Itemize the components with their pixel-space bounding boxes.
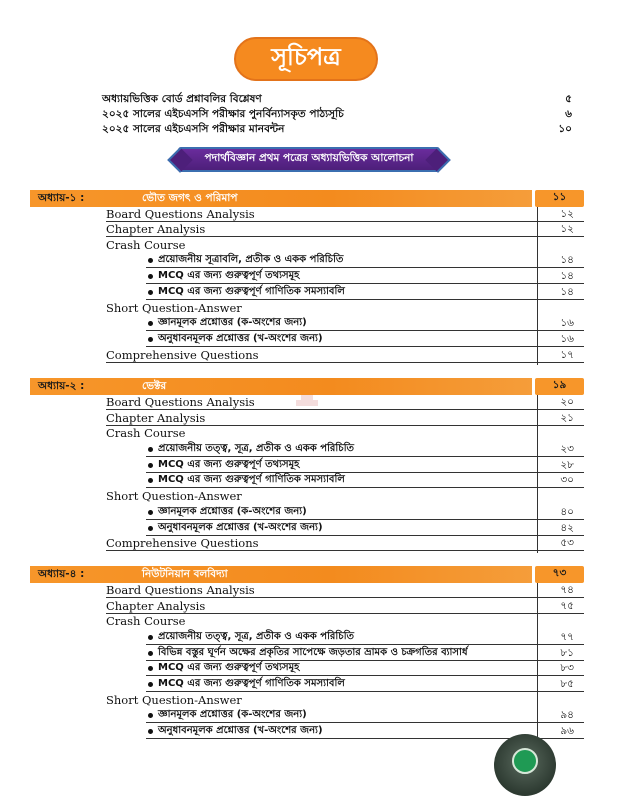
intro-item[interactable] [102, 122, 572, 139]
bullet-icon [148, 463, 153, 468]
toc-sub-row[interactable] [146, 458, 584, 473]
bullet-icon [148, 526, 153, 531]
toc-row-label: Short Question-Answer [106, 693, 242, 707]
toc-row[interactable] [106, 348, 584, 363]
toc-sub-row[interactable] [146, 646, 584, 661]
toc-sub-row[interactable] [146, 316, 584, 331]
toc-row-label: MCQ এর জন্য গুরুত্বপূর্ণ তথ্যসমূহ [158, 459, 300, 470]
chapter-page: ৭৩ [535, 566, 584, 583]
page-number: ১৭ [560, 349, 574, 361]
toc-row-label: অনুধাবনমূলক প্রশ্নোত্তর (খ-অংশের জন্য) [158, 333, 323, 344]
toc-section-label [106, 238, 584, 253]
bullet-icon [148, 274, 153, 279]
toc-row-label: MCQ এর জন্য গুরুত্বপূর্ণ গাণিতিক সমস্যাবলি [158, 678, 345, 689]
toc-row-label: প্রয়োজনীয় তত্ত্ব, সূত্র, প্রতীক ও একক পরিচিতি [158, 443, 355, 454]
chapter-page: ১১ [535, 190, 584, 207]
chapter-number: অধ্যায়-৪ : [38, 568, 85, 580]
toc-sub-row[interactable] [146, 332, 584, 347]
page-number: ২০ [560, 396, 574, 408]
toc-row-label: Short Question-Answer [106, 301, 242, 315]
toc-row[interactable] [106, 395, 584, 410]
bullet-icon [148, 337, 153, 342]
toc-row[interactable] [106, 536, 584, 551]
page-number: ৯৬ [560, 725, 574, 737]
bullet-icon [148, 635, 153, 640]
toc-row-label: Crash Course [106, 614, 186, 628]
bullet-icon [148, 478, 153, 483]
toc-row-label: Crash Course [106, 426, 186, 440]
toc-row-label: Crash Course [106, 238, 186, 252]
page-number: ১২ [560, 223, 574, 235]
bullet-icon [148, 666, 153, 671]
page-number: ২৩ [560, 443, 574, 455]
chapter-name: ভৌত জগৎ ও পরিমাপ [142, 192, 238, 204]
toc-row-label: Board Questions Analysis [106, 207, 255, 221]
intro-item-label: ২০২৫ সালের এইচএসসি পরীক্ষার মানবন্টন [102, 123, 285, 135]
toc-row-label: Chapter Analysis [106, 599, 206, 613]
intro-item-label: অধ্যায়ভিত্তিক বোর্ড প্রশ্নাবলির বিশ্লেষণ [102, 93, 262, 105]
chapter-bar [30, 378, 532, 395]
page-number: ১৬ [560, 333, 574, 345]
chapter-bar [30, 190, 532, 207]
page-number: ৯৪ [560, 709, 574, 721]
toc-row-label: MCQ এর জন্য গুরুত্বপূর্ণ তথ্যসমূহ [158, 270, 300, 281]
chapter-name: ভেক্টর [142, 380, 167, 392]
page-number: ৮৩ [560, 662, 574, 674]
toc-row-label: বিভিন্ন বস্তুর ঘূর্ণন অক্ষের প্রকৃতির সাপেক্ষে জড়তার ভ্রামক ও চক্রগতির ব্যাসার্ধ [158, 647, 468, 658]
bullet-icon [148, 258, 153, 263]
page-number: ৩০ [560, 474, 574, 486]
toc-sub-row[interactable] [146, 630, 584, 645]
toc-sub-row[interactable] [146, 521, 584, 536]
toc-sub-row[interactable] [146, 269, 584, 284]
page-number: ১২ [560, 208, 574, 220]
toc-row[interactable] [106, 207, 584, 222]
toc-row-label: অনুধাবনমূলক প্রশ্নোত্তর (খ-অংশের জন্য) [158, 522, 323, 533]
toc-sub-row[interactable] [146, 505, 584, 520]
toc-row-label: জ্ঞানমূলক প্রশ্নোত্তর (ক-অংশের জন্য) [158, 709, 307, 720]
toc-row-label: প্রয়োজনীয় তত্ত্ব, সূত্র, প্রতীক ও একক পরিচিতি [158, 631, 355, 642]
toc-section-label [106, 489, 584, 504]
toc-row-label: অনুধাবনমূলক প্রশ্নোত্তর (খ-অংশের জন্য) [158, 725, 323, 736]
toc-sub-row[interactable] [146, 285, 584, 300]
page-title: সূচিপত্র [234, 37, 378, 81]
toc-row-label: Comprehensive Questions [106, 348, 259, 362]
page-number: ২১ [560, 412, 574, 424]
toc-row-label: MCQ এর জন্য গুরুত্বপূর্ণ তথ্যসমূহ [158, 662, 300, 673]
bullet-icon [148, 447, 153, 452]
page-number: ৭৫ [560, 600, 574, 612]
toc-row[interactable] [106, 411, 584, 426]
toc-section-label [106, 614, 584, 629]
chapter-header[interactable] [30, 566, 584, 583]
section-banner-label: পদার্থবিজ্ঞান প্রথম পত্রের অধ্যায়ভিত্তিক আলোচনা [204, 152, 414, 164]
chapter-number: অধ্যায়-২ : [38, 380, 85, 392]
chapter-number: অধ্যায়-১ : [38, 192, 85, 204]
page-number: ৪২ [560, 522, 574, 534]
bullet-icon [148, 290, 153, 295]
page-number: ১৪ [560, 270, 574, 282]
page-number: ৭৭ [560, 631, 574, 643]
toc-row[interactable] [106, 583, 584, 598]
toc-row-label: Chapter Analysis [106, 411, 206, 425]
toc-section-label [106, 693, 584, 708]
chapter-name: নিউটনিয়ান বলবিদ্যা [142, 568, 228, 580]
chapter-header[interactable] [30, 190, 584, 207]
toc-row-label: Board Questions Analysis [106, 395, 255, 409]
page-number: ৫৩ [560, 537, 574, 549]
logo-emblem-icon [512, 748, 538, 774]
page-number: ৫ [565, 93, 572, 105]
toc-row-label: প্রয়োজনীয় সূত্রাবলি, প্রতীক ও একক পরিচিতি [158, 254, 344, 265]
toc-row-label: Chapter Analysis [106, 222, 206, 236]
toc-row-label: MCQ এর জন্য গুরুত্বপূর্ণ গাণিতিক সমস্যাবলি [158, 474, 345, 485]
toc-row-label: Board Questions Analysis [106, 583, 255, 597]
toc-sub-row[interactable] [146, 442, 584, 457]
bullet-icon [148, 321, 153, 326]
toc-sub-row[interactable] [146, 661, 584, 676]
toc-sub-row[interactable] [146, 473, 584, 488]
page-number: ১৪ [560, 254, 574, 266]
toc-section-label [106, 426, 584, 441]
page-number: ৮৫ [560, 678, 574, 690]
bullet-icon [148, 713, 153, 718]
intro-item-label: ২০২৫ সালের এইচএসসি পরীক্ষার পুনর্বিন্যাসকৃত পাঠ্যসূচি [102, 108, 344, 120]
bullet-icon [148, 651, 153, 656]
chapter-bar [30, 566, 532, 583]
page-number: ৪০ [560, 506, 574, 518]
chapter-header[interactable] [30, 378, 584, 395]
page-number: ১০ [558, 123, 572, 135]
page-number: ৭৪ [560, 584, 574, 596]
publisher-logo-icon [494, 734, 556, 796]
toc-row-label: Short Question-Answer [106, 489, 242, 503]
page-number: ৬ [565, 108, 572, 120]
bullet-icon [148, 682, 153, 687]
chapter-page: ১৯ [535, 378, 584, 395]
toc-sub-row[interactable] [146, 708, 584, 723]
toc-row[interactable] [106, 222, 584, 237]
toc-row-label: MCQ এর জন্য গুরুত্বপূর্ণ গাণিতিক সমস্যাবলি [158, 286, 345, 297]
page-number: ২৮ [560, 459, 574, 471]
toc-row[interactable] [106, 599, 584, 614]
toc-section-label [106, 301, 584, 316]
bullet-icon [148, 729, 153, 734]
section-banner [178, 147, 440, 172]
toc-row-label: Comprehensive Questions [106, 536, 259, 550]
toc-row-label: জ্ঞানমূলক প্রশ্নোত্তর (ক-অংশের জন্য) [158, 317, 307, 328]
toc-sub-row[interactable] [146, 253, 584, 268]
toc-sub-row[interactable] [146, 677, 584, 692]
page-number: ১৪ [560, 286, 574, 298]
bullet-icon [148, 510, 153, 515]
toc-row-label: জ্ঞানমূলক প্রশ্নোত্তর (ক-অংশের জন্য) [158, 506, 307, 517]
page-number: ৮১ [560, 647, 574, 659]
page-number: ১৬ [560, 317, 574, 329]
